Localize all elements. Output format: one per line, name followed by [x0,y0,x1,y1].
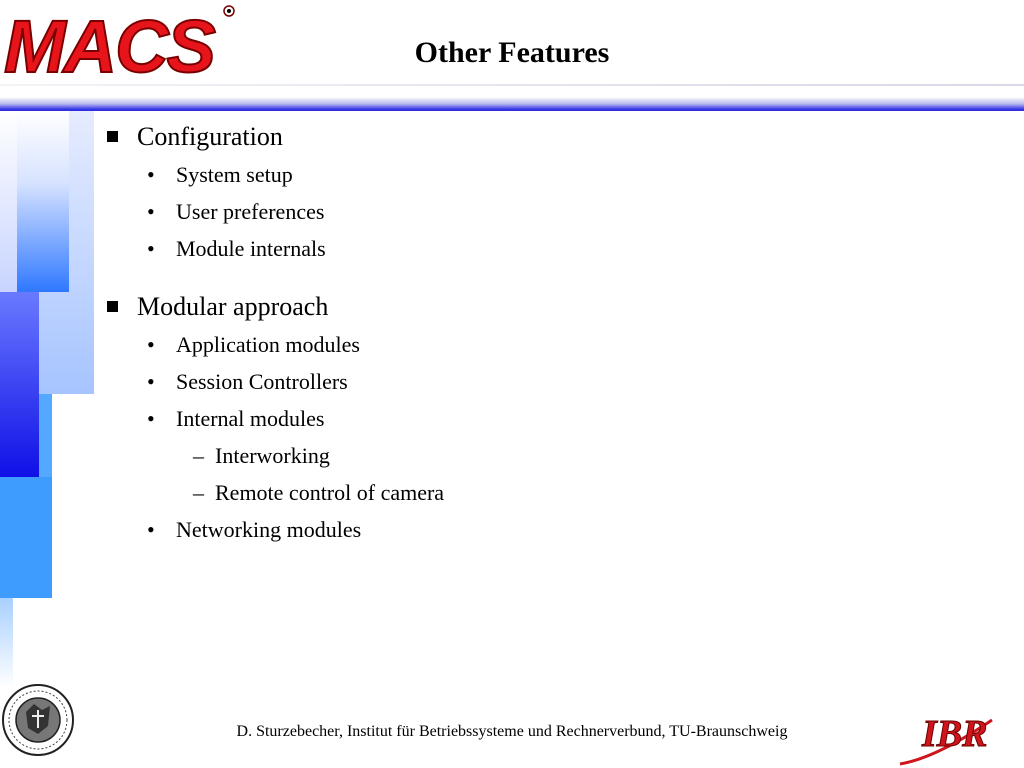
sub-list-item [104,474,984,511]
list-item-text: Session Controllers [176,369,348,394]
list-item-text: Module internals [176,236,326,261]
square-bullet-icon [107,301,118,312]
sub-list-item [104,437,984,474]
title-divider [0,84,1024,86]
list-item [104,363,984,400]
decor-bar [0,111,17,292]
list-item [104,230,984,267]
slide-body [104,118,984,548]
decor-bar [17,111,69,292]
section-heading-text: Configuration [137,122,283,151]
title-gradient-bar [0,98,1024,111]
page-title: Other Features [414,36,610,69]
bullet-icon: • [147,406,155,431]
macs-logo-text: MACS [4,5,214,84]
list-item [104,156,984,193]
section-heading [104,118,984,156]
section-heading-text: Modular approach [137,292,329,321]
list-item-text: Networking modules [176,517,362,542]
bullet-icon: • [147,162,155,187]
footer-text: D. Sturzebecher, Institut für Betriebssysteme und Rechnerverbund, TU-Braunschweig [236,723,788,740]
decor-bar [0,292,39,477]
list-item [104,511,984,548]
bullet-icon: • [147,199,155,224]
bullet-icon: • [147,369,155,394]
bullet-icon: • [147,517,155,542]
dash-bullet-icon: – [193,443,204,468]
bullet-icon: • [147,332,155,357]
list-item [104,326,984,363]
decor-bar [0,477,52,598]
dash-bullet-icon: – [193,480,204,505]
list-item-text: User preferences [176,199,325,224]
list-item-text: System setup [176,162,293,187]
square-bullet-icon [107,131,118,142]
list-item [104,193,984,230]
ibr-logo-text: IBR [922,713,988,755]
section-heading [104,288,984,326]
list-item-text: Application modules [176,332,360,357]
list-item-text: Internal modules [176,406,325,431]
decor-bar [39,394,52,477]
ibr-logo [896,700,996,768]
sub-list-item-text: Interworking [215,443,330,468]
university-seal-icon [0,672,76,768]
bullet-icon: • [147,236,155,261]
sub-list-item-text: Remote control of camera [215,480,445,505]
list-item [104,400,984,437]
